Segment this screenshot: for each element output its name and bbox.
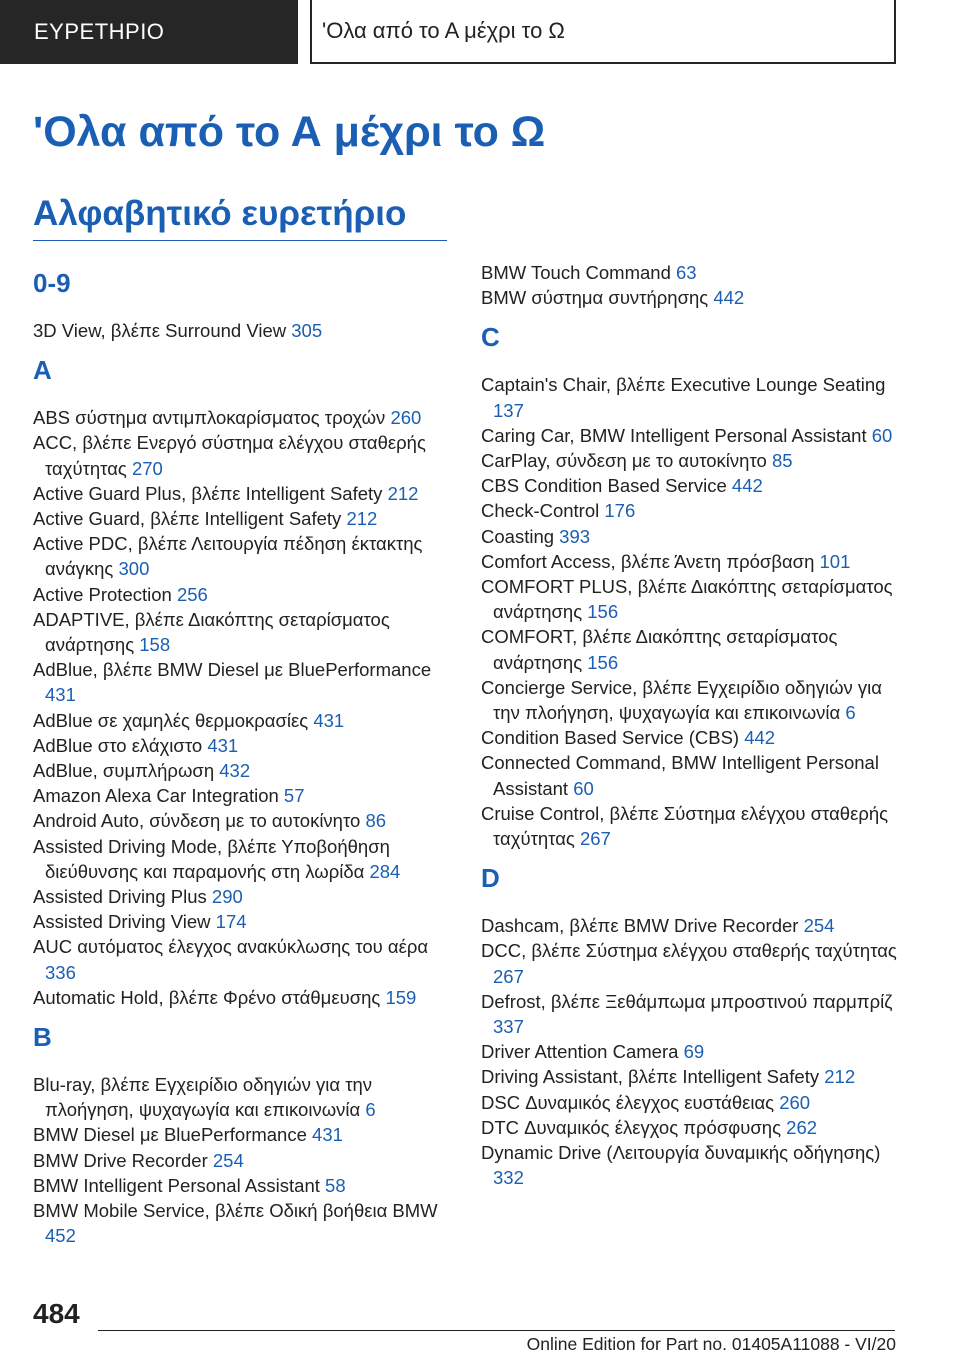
index-entry-text: Check-Control [481,500,600,522]
index-entry-text: BMW Intelligent Personal Assistant [33,1174,320,1196]
index-tab-label: ΕΥΡΕΤΗΡΙΟ [34,19,165,44]
index-entry-page-link[interactable]: 212 [824,1066,856,1088]
index-entry-page-link[interactable]: 337 [493,1016,524,1038]
index-entry [33,834,453,884]
index-entry-text: Blu-ray, βλέπε Εγχειρίδιο οδηγιών για την πλοήγηση, ψυχαγωγία και επικοινωνία [33,1074,373,1121]
index-entry-page-link[interactable]: 137 [493,399,524,421]
index-entry-text: Driver Attention Camera [481,1041,679,1063]
index-entry [481,285,901,310]
index-entry-page-link[interactable]: 432 [219,760,251,782]
index-entry-text: Assisted Driving Mode, βλέπε Υποβοήθηση διεύθυνσης και παραμονής στη λωρίδα [33,835,390,882]
index-entry [481,372,901,422]
index-entry [481,260,901,285]
index-entry-text: Concierge Service, βλέπε Εγχειρίδιο οδηγιών για την πλοήγηση, ψυχαγωγία και επικοινωνία [481,676,882,724]
index-entry-page-link[interactable]: 156 [587,651,619,673]
index-entry [33,506,453,531]
index-entry [33,985,453,1010]
index-entry-text: Condition Based Service (CBS) [481,727,740,749]
index-entry [33,607,453,657]
index-entry-text: Automatic Hold, βλέπε Φρένο στάθμευσης [33,986,381,1008]
index-entry [33,1198,453,1248]
index-entry-page-link[interactable]: 176 [604,500,636,522]
index-entry-page-link[interactable]: 156 [587,601,619,623]
index-entry [33,808,453,833]
index-entry-text: AdBlue σε χαμηλές θερμοκρασίες [33,709,309,731]
index-entry-page-link[interactable]: 85 [771,450,793,472]
index-entry-text: Comfort Access, βλέπε Άνετη πρόσβαση [481,550,815,572]
index-entry [33,783,453,808]
index-entry-page-link[interactable]: 254 [803,915,835,937]
index-entry-text: DSC Δυναμικός έλεγχος ευστάθειας [481,1091,775,1113]
footer-edition: Online Edition for Part no. 01405A11088 - VI/20 [526,1334,896,1354]
footer-divider [98,1330,895,1331]
index-entry [481,938,901,988]
index-entry-text: DTC Δυναμικός έλεγχος πρόσφυσης [481,1116,782,1138]
index-entry-text: ABS σύστημα αντιμπλοκαρίσματος τροχών [33,407,386,429]
page-number: 484 [33,1298,80,1329]
index-entry-text: Driving Assistant, βλέπε Intelligent Safety [481,1066,820,1088]
index-entry [481,549,901,574]
index-entry-text: Cruise Control, βλέπε Σύστημα ελέγχου σταθερής ταχύτητας [481,802,889,850]
index-entry-text: ACC, βλέπε Ενεργό σύστημα ελέγχου σταθερής ταχύτητας [33,432,426,479]
index-entry [33,430,453,480]
index-entry-page-link[interactable]: 212 [387,482,419,504]
index-entry [481,1064,901,1089]
index-column-left [33,256,453,1249]
index-entry-text: Dynamic Drive (Λειτουργία δυναμικής οδήγησης) [481,1142,881,1164]
index-entry-page-link[interactable]: 60 [573,777,594,799]
index-entry-page-link[interactable]: 431 [313,709,345,731]
index-entry-text: Amazon Alexa Car Integration [33,785,279,807]
index-entry [481,750,901,800]
index-entry [481,1140,901,1190]
index-entry-page-link[interactable]: 6 [365,1099,376,1121]
index-entry-text: Assisted Driving View [33,911,211,933]
index-entry-page-link[interactable]: 431 [45,684,76,706]
index-entry [33,1122,453,1147]
index-entry-text: Active Protection [33,583,172,605]
index-entry [33,531,453,581]
index-entry-page-link[interactable]: 336 [45,961,76,983]
index-group-letter: A [33,355,52,386]
index-entry [481,1039,901,1064]
index-entry-text: ADAPTIVE, βλέπε Διακόπτης σεταρίσματος ανάρτησης [33,608,390,656]
index-entry-text: COMFORT, βλέπε Διακόπτης σεταρίσματος ανάρτησης [481,626,838,673]
index-entry [481,725,901,750]
index-entry-text: Caring Car, BMW Intelligent Personal Assistant [481,424,867,446]
index-entry-text: COMFORT PLUS, βλέπε Διακόπτης σεταρίσματος ανάρτησης [481,576,893,623]
index-entry-page-link[interactable]: 267 [493,965,524,987]
index-entry-page-link[interactable]: 300 [118,558,150,580]
index-entry-page-link[interactable]: 6 [845,702,856,724]
index-entry [33,405,453,430]
index-group-letter: D [481,863,500,894]
index-entry-page-link[interactable]: 290 [211,886,243,908]
index-entry [481,473,901,498]
index-entry-page-link[interactable]: 431 [312,1124,343,1146]
index-entry-page-link[interactable]: 212 [346,508,378,530]
index-entry-page-link[interactable]: 442 [731,475,763,497]
index-entry-page-link[interactable]: 256 [176,583,208,605]
index-entry-page-link[interactable]: 254 [212,1149,244,1171]
index-tab[interactable] [0,0,298,64]
current-section-tab-label: 'Ολα από το Α μέχρι το Ω [322,18,565,43]
index-entry-page-link[interactable]: 60 [871,424,893,446]
index-entry-text: Captain's Chair, βλέπε Executive Lounge Seating [481,374,886,396]
index-entry-page-link[interactable]: 431 [207,734,239,756]
index-entry-page-link[interactable]: 393 [559,525,591,547]
index-entry-page-link[interactable]: 442 [713,287,745,309]
index-entry-page-link[interactable]: 452 [45,1225,76,1247]
index-entry [33,1148,453,1173]
index-entry-page-link[interactable]: 158 [139,634,171,656]
index-column-right [481,260,901,1191]
index-entry-text: AUC αυτόματος έλεγχος ανακύκλωσης του αέρα [33,936,429,958]
current-section-tab[interactable] [310,0,896,64]
index-entry-text: AdBlue στο ελάχιστο [33,734,203,756]
index-entry-text: Coasting [481,525,555,547]
index-entry-text: Dashcam, βλέπε BMW Drive Recorder [481,915,799,937]
index-entry-page-link[interactable]: 101 [819,550,851,572]
index-entry-page-link[interactable]: 442 [744,727,776,749]
index-entry-page-link[interactable]: 260 [779,1091,811,1113]
index-entry [481,801,901,851]
index-entry [33,318,453,343]
index-entry-page-link[interactable]: 305 [291,320,323,341]
index-entry [33,909,453,934]
index-entry-page-link[interactable]: 159 [385,986,417,1008]
index-entry [481,524,901,549]
index-entry-text: AdBlue, βλέπε BMW Diesel με BluePerformance [33,659,432,681]
index-entry-text: DCC, βλέπε Σύστημα ελέγχου σταθερής ταχύτητας [481,940,897,962]
index-entry-page-link[interactable]: 57 [283,785,305,807]
index-entry [481,423,901,448]
index-entry-text: BMW Mobile Service, βλέπε Οδική βοήθεια BMW [33,1200,438,1222]
index-entry-text: BMW σύστημα συντήρησης [481,287,709,309]
index-entry-text: Active Guard Plus, βλέπε Intelligent Safety [33,482,383,504]
index-entry [481,448,901,473]
index-entry-page-link[interactable]: 63 [676,262,697,283]
index-entry-page-link[interactable]: 270 [131,457,163,479]
index-entry-text: CarPlay, σύνδεση με το αυτοκίνητο [481,450,767,472]
index-entry-page-link[interactable]: 284 [369,860,401,882]
index-entry-page-link[interactable]: 332 [493,1167,524,1189]
index-group-letter: 0-9 [33,268,71,298]
index-entry-page-link[interactable]: 260 [390,407,422,429]
index-entry [33,1072,453,1122]
index-entry-page-link[interactable]: 69 [683,1041,705,1063]
index-entry [481,1115,901,1140]
index-entry [33,884,453,909]
section-divider [33,240,447,241]
index-entry-page-link[interactable]: 267 [579,828,611,850]
index-entry-page-link[interactable]: 174 [215,911,247,933]
index-entry [481,498,901,523]
index-entry [33,758,453,783]
index-entry-text: Assisted Driving Plus [33,886,207,908]
index-entry-page-link[interactable]: 86 [365,810,387,832]
index-entry-text: Android Auto, σύνδεση με το αυτοκίνητο [33,810,361,832]
index-entry [481,675,901,725]
index-entry [33,582,453,607]
index-entry [33,657,453,707]
index-entry-text: Active Guard, βλέπε Intelligent Safety [33,508,342,530]
index-entry [481,574,901,624]
index-entry [33,708,453,733]
index-group-letter: C [481,322,500,353]
index-entry-page-link[interactable]: 262 [786,1116,818,1138]
index-entry-page-link[interactable]: 58 [325,1174,346,1196]
index-entry-text: BMW Drive Recorder [33,1149,208,1171]
index-entry [481,1090,901,1115]
index-entry-text: Connected Command, BMW Intelligent Personal Assistant [481,752,879,799]
index-entry-text: 3D View, βλέπε Surround View [33,320,287,341]
index-entry-text: BMW Diesel με BluePerformance [33,1124,307,1146]
page-title: 'Ολα από το Α μέχρι το Ω [33,108,546,156]
index-entry [33,934,453,984]
index-entry [33,1173,453,1198]
top-navigation-bar [0,0,960,64]
index-entry [33,481,453,506]
index-entry-text: Active PDC, βλέπε Λειτουργία πέδηση έκτακτης ανάγκης [33,533,423,580]
section-title: Αλφαβητικό ευρετήριο [33,194,407,233]
index-entry [33,733,453,758]
index-entry-text: CBS Condition Based Service [481,475,727,497]
index-entry-text: Defrost, βλέπε Ξεθάμπωμα μπροστινού παρμπρίζ [481,990,893,1012]
index-entry-text: AdBlue, συμπλήρωση [33,760,215,782]
index-entry [481,913,901,938]
index-entry-text: BMW Touch Command [481,262,671,283]
index-entry [481,989,901,1039]
index-entry [481,624,901,674]
index-group-letter: B [33,1022,52,1053]
